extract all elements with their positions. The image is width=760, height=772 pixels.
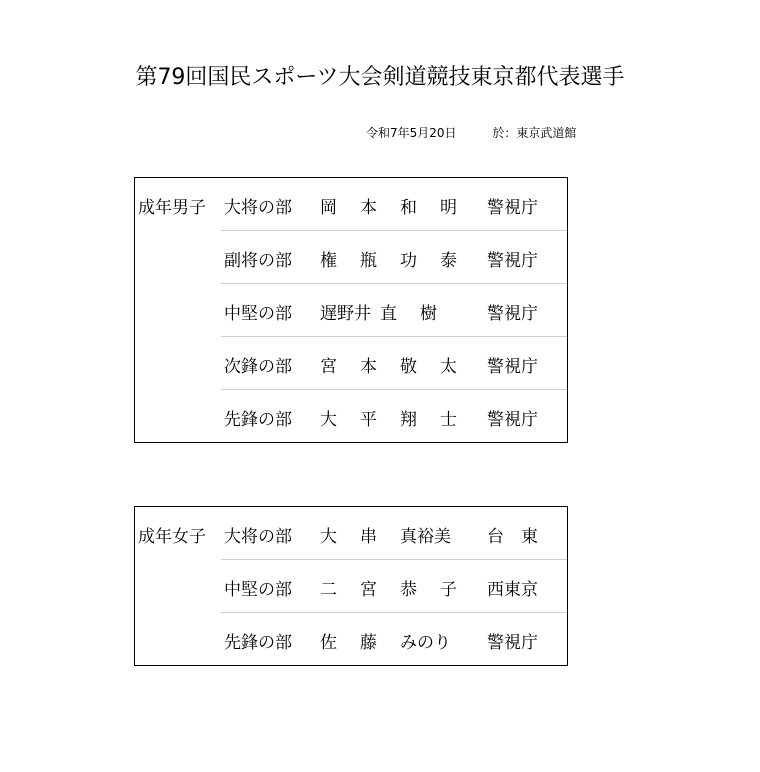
athlete-name <box>320 522 460 547</box>
document-title: 第79回国民スポーツ大会剣道競技東京都代表選手 <box>135 65 625 90</box>
category-label: 成年男子 <box>138 198 206 218</box>
name-part: 恭 <box>400 580 417 600</box>
name-part: 大 <box>320 527 337 547</box>
name-part: 真裕美 <box>400 527 451 547</box>
roster-row <box>135 390 567 443</box>
men-roster-table <box>134 177 568 443</box>
women-roster-table <box>134 506 568 666</box>
position-label: 中堅の部 <box>224 304 292 324</box>
name-part: 士 <box>440 410 457 430</box>
name-part: 佐 <box>320 633 337 653</box>
athlete-name <box>320 193 480 218</box>
name-part: 平 <box>360 410 377 430</box>
name-part: 翔 <box>400 410 417 430</box>
event-date: 令和7年5月20日 <box>366 126 457 140</box>
position-label: 先鋒の部 <box>224 410 292 430</box>
name-part: 権 <box>320 251 337 271</box>
roster-row <box>135 613 567 666</box>
position-label: 副将の部 <box>224 251 292 271</box>
name-part: 泰 <box>440 251 457 271</box>
affiliation-label: 警視庁 <box>487 198 538 218</box>
category-label: 成年女子 <box>138 527 206 547</box>
affiliation-label: 西東京 <box>487 580 538 600</box>
name-part: 串 <box>360 527 377 547</box>
athlete-name <box>320 299 460 324</box>
name-part: 樹 <box>420 304 437 324</box>
name-part: 宮 <box>360 580 377 600</box>
athlete-name <box>320 246 480 271</box>
name-part: 明 <box>440 198 457 218</box>
affiliation-label: 警視庁 <box>487 633 538 653</box>
date-venue-line <box>366 124 576 141</box>
name-part: 遅野井 <box>320 304 371 324</box>
name-part: みのり <box>400 633 451 653</box>
name-part: 子 <box>440 580 457 600</box>
roster-row <box>135 178 567 231</box>
name-part: 岡 <box>320 198 337 218</box>
name-part: 本 <box>360 198 377 218</box>
athlete-name <box>320 575 480 600</box>
position-label: 中堅の部 <box>224 580 292 600</box>
name-part: 直 <box>380 304 397 324</box>
position-label: 大将の部 <box>224 527 292 547</box>
name-part: 太 <box>440 357 457 377</box>
roster-row <box>135 284 567 337</box>
affiliation-label: 警視庁 <box>487 251 538 271</box>
name-part: 和 <box>400 198 417 218</box>
name-part: 二 <box>320 580 337 600</box>
name-part: 敬 <box>400 357 417 377</box>
roster-row <box>135 507 567 560</box>
roster-row <box>135 231 567 284</box>
athlete-name <box>320 628 460 653</box>
name-part: 宮 <box>320 357 337 377</box>
event-venue: 於：東京武道館 <box>492 126 577 140</box>
affiliation-label: 警視庁 <box>487 357 538 377</box>
roster-row <box>135 337 567 390</box>
affiliation-label: 警視庁 <box>487 304 538 324</box>
name-part: 大 <box>320 410 337 430</box>
name-part: 功 <box>400 251 417 271</box>
position-label: 大将の部 <box>224 198 292 218</box>
athlete-name <box>320 405 480 430</box>
affiliation-label: 警視庁 <box>487 410 538 430</box>
position-label: 先鋒の部 <box>224 633 292 653</box>
roster-row <box>135 560 567 613</box>
position-label: 次鋒の部 <box>224 357 292 377</box>
athlete-name <box>320 352 480 377</box>
name-part: 瓶 <box>360 251 377 271</box>
name-part: 藤 <box>360 633 377 653</box>
affiliation-label: 台 東 <box>487 527 538 547</box>
name-part: 本 <box>360 357 377 377</box>
